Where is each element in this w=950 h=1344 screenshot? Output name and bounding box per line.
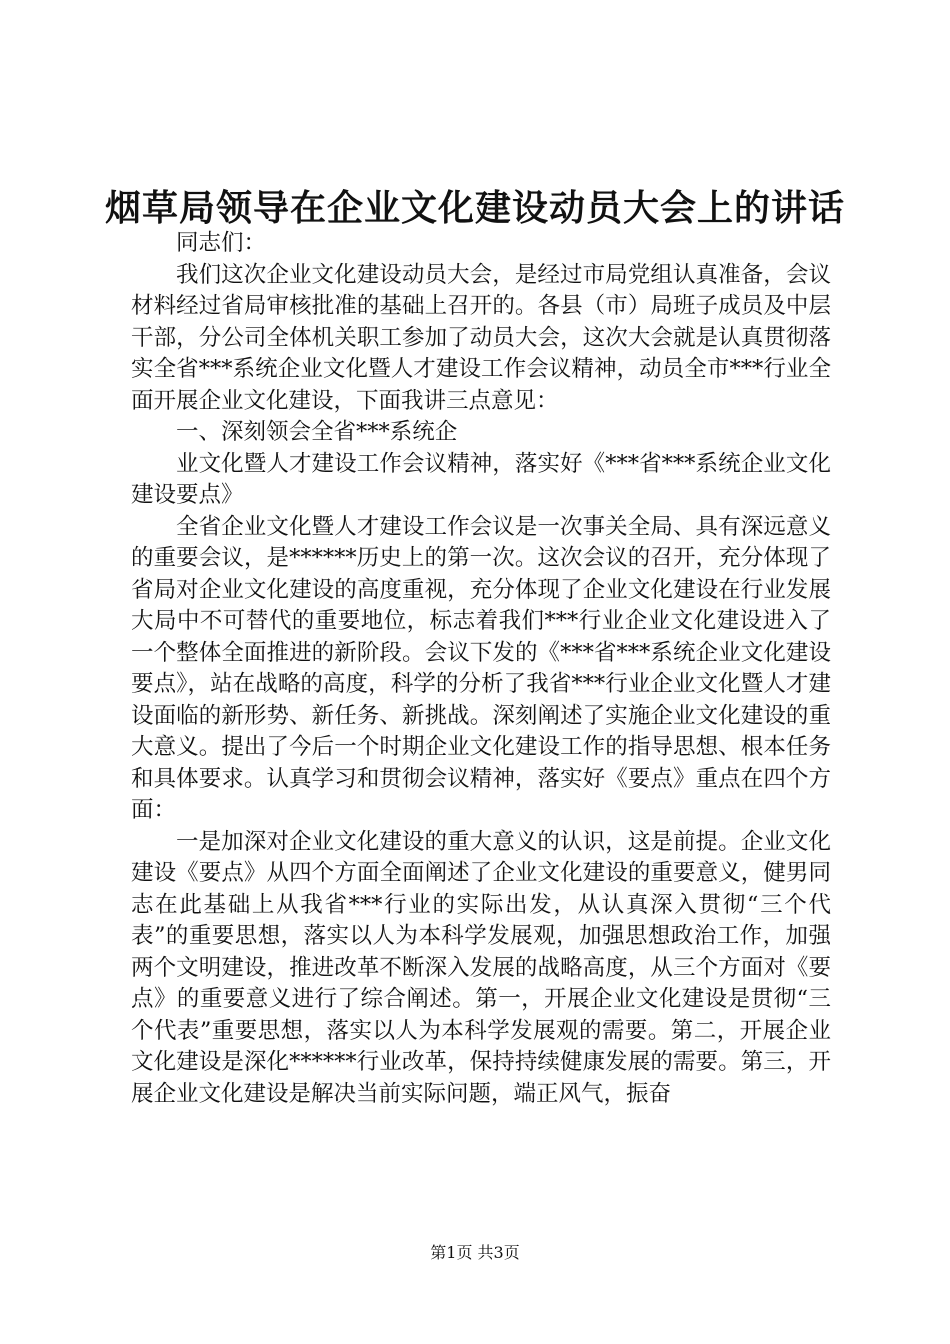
body-paragraph: 全省企业文化暨人才建设工作会议是一次事关全局、具有深远意义的重要会议，是******历史上的第一次。这次会议的召开，充分体现了省局对企业文化建设的高度重视，充分体现了企业文化建设在行业发展大局中不可替代的重要地位，标志着我们***行业企业文化建设进入了一个整体全面推进的新阶段。会议下发的《***省***系统企业文化建设要点》，站在战略的高度，科学的分析了我省***行业企业文化暨人才建设面临的新形势、新任务、新挑战。深刻阐述了实施企业文化建设的重大意义。提出了今后一个时期企业文化建设工作的指导思想、根本任务和具体要求。认真学习和贯彻会议精神，落实好《要点》重点在四个方面： xyxy=(131,513,831,823)
body-paragraph: 一是加深对企业文化建设的重大意义的认识，这是前提。企业文化建设《要点》从四个方面全面阐述了企业文化建设的重要意义，健男同志在此基础上从我省***行业的实际出发，从认真深入贯彻“三个代表”的重要思想，落实以人为本科学发展观，加强思想政治工作，加强两个文明建设，推进改革不断深入发展的战略高度，从三个方面对《要点》的重要意义进行了综合阐述。第一，开展企业文化建设是贯彻“三个代表”重要思想，落实以人为本科学发展观的需要。第二，开展企业文化建设是深化******行业改革，保持持续健康发展的需要。第三，开展企业文化建设是解决当前实际问题，端正风气，振奋 xyxy=(131,828,831,1107)
intro-paragraph: 我们这次企业文化建设动员大会，是经过市局党组认真准备，会议材料经过省局审核批准的基础上召开的。各县（市）局班子成员及中层干部，分公司全体机关职工参加了动员大会，这次大会就是认真贯彻落实全省***系统企业文化暨人才建设工作会议精神，动员全市***行业全面开展企业文化建设，下面我讲三点意见： xyxy=(131,261,831,414)
section-heading-part-2: 业文化暨人才建设工作会议精神，落实好《***省***系统企业文化建设要点》 xyxy=(131,450,831,508)
page-footer: 第1页 共3页 xyxy=(430,1243,520,1262)
document-title: 烟草局领导在企业文化建设动员大会上的讲话 xyxy=(104,187,845,229)
document-body xyxy=(131,228,831,1110)
salutation-paragraph: 同志们： xyxy=(176,230,267,256)
section-heading-part-1: 一、深刻领会全省***系统企 xyxy=(176,419,458,445)
